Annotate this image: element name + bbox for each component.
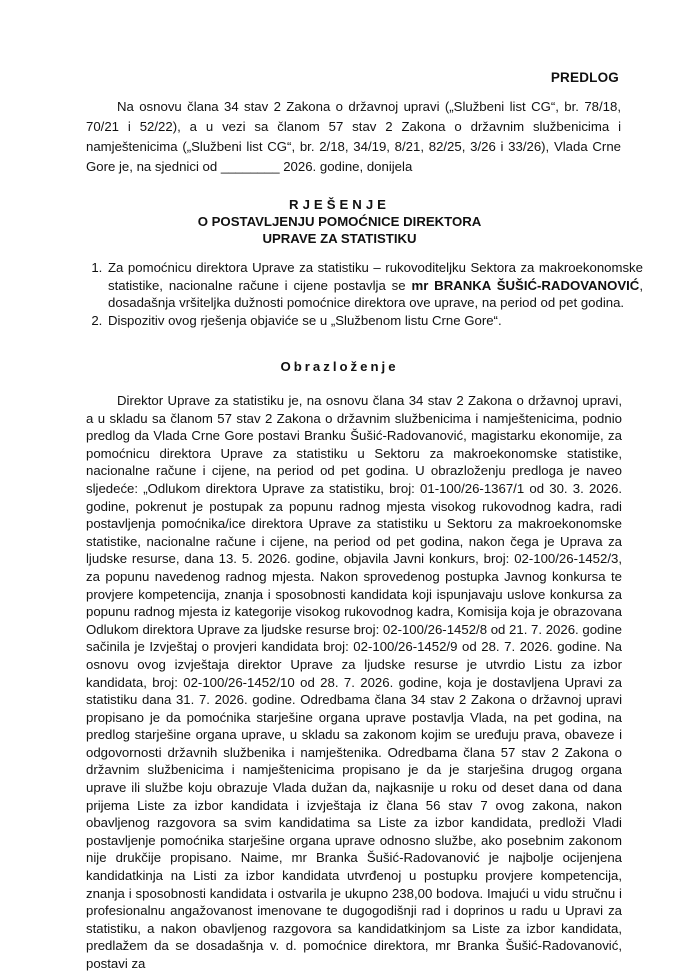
explanation-heading: Obrazloženje: [280, 359, 399, 374]
item1-text-after: , dosadašnja vršiteljka dužnosti pomoćnice direktora ove uprave, na period od pet godina.: [108, 277, 643, 310]
decision-title: RJEŠENJE: [289, 197, 390, 212]
decision-subtitle-line2: UPRAVE ZA STATISTIKU: [262, 231, 417, 246]
decision-subtitle-line1: O POSTAVLJENJU POMOĆNICE DIREKTORA: [197, 214, 482, 229]
appointee-name: mr BRANKA ŠUŠIĆ-RADOVANOVIĆ: [411, 277, 640, 293]
decision-item-1: [106, 259, 643, 312]
proposal-label: PREDLOG: [550, 70, 619, 85]
item1-text-before: Za pomoćnicu direktora Uprave za statistiku – rukovoditeljku Sektora za makroekonomske statistike, nacionalne račune i cijene postavlja se: [108, 260, 643, 293]
intro-paragraph: Na osnovu člana 34 stav 2 Zakona o državnoj upravi („Službeni list CG“, br. 78/18, 70/21 i 52/22), a u vezi sa članom 57 stav 2 Zakona o državnim službenicima i namještenicima („Službeni list CG“, br. 2/18, 34/19, 8/21, 82/25, 3/26 i 33/26), Vlada Crne Gore je, na sjednici od ________ 2026. godine, donijela: [86, 99, 621, 174]
decision-item-2: 2. Dispozitiv ovog rješenja objaviće se u „Službenom listu Crne Gore“.: [106, 312, 643, 330]
explanation-paragraph: Direktor Uprave za statistiku je, na osnovu člana 34 stav 2 Zakona o državnoj upravi, a u skladu sa članom 57 stav 2 Zakona o državnim službenicima i namještenicima, podnio predlog da Vlada Crne Gore postavi Branku Šušić-Radovanović, magistarku ekonomije, za pomoćnicu direktora Uprave za statistiku u Sektoru za makroekonomske statistike, nacionalne račune i cijene, na period od pet godina. U obrazloženju predloga je naveo sljedeće: „Odlukom direktora Uprave za statistiku, broj: 01-100/26-1367/1 od 30. 3. 2026. godine, pokrenut je postupak za popunu radnog mjesta visokog rukovodnog kadra, radi postavljenja pomoćnika/ice direktora Uprave za statistiku u Sektoru za makroekonomske statistike, nacionalne račune i cijene, na period od pet godina, nakon čega je Uprava za ljudske resurse, dana 13. 5. 2026. godine, objavila Javni konkurs, broj: 02-100/26-1452/3, za popunu navedenog radnog mjesta. Nakon sprovedenog postupka Javnog konkursa te provjere kompetencija, znanja i sposobnosti kandidata koji ispunjavaju uslove konkursa za popunu radnog mjesta iz kategorije visokog rukovodnog kadra, Komisija koja je obrazovana Odlukom direktora Uprave za ljudske resurse broj: 02-100/26-1452/8 od 21. 7. 2026. godine sačinila je Izvještaj o provjeri kandidata broj: 02-100/26-1452/9 od 28. 7. 2026. godine. Na osnovu ovog izvještaja direktor Uprave za ljudske resurse je utvrdio Listu za izbor kandidata, broj: 02-100/26-1452/10 od 28. 7. 2026. godine, koja je dostavljena Upravi za statistiku dana 31. 7. 2026. godine. Odredbama člana 34 stav 2 Zakona o državnoj upravi propisano je da pomoćnika starješine organa uprave postavlja Vlada, na pet godina, na predlog starješine organa uprave, u skladu sa zakonom kojim se uređuju prava, obaveze i odgovornosti državnih službenika i namještenika. Odredbama člana 57 stav 2 Zakona o državnim službenicima i namještenicima propisano je da je starješina drugog organa uprave ili službe koju obrazuje Vlada dužan da, najkasnije u roku od deset dana od dana prijema Liste za izbor kandidata i izvještaja iz člana 56 stav 7 ovog zakona, nakon obavljenog razgovora sa svim kandidatima sa Liste za izbor kandidata, predloži Vladi postavljenje pomoćnika starješine organa uprave odnosno službe, ako posebnim zakonom nije drukčije propisano. Naime, mr Branka Šušić-Radovanović je najbolje ocijenjena kandidatkinja na Listi za izbor kandidata utvrđenoj u postupku provjere kompetencija, znanja i sposobnosti kandidata i ostvarila je ukupno 238,00 bodova. Imajući u vidu stručnu i profesionalnu angažovanost imenovane te dugogodišnji rad i doprinos u radu u Upravi za statistiku, a nakon obavljenog razgovora sa kandidatkinjom sa Liste za izbor kandidata, predlažem da se dosadašnja v. d. pomoćnice direktora, mr Branka Šušić-Radovanović, postavi za: [86, 393, 622, 971]
decision-items: [86, 259, 643, 329]
